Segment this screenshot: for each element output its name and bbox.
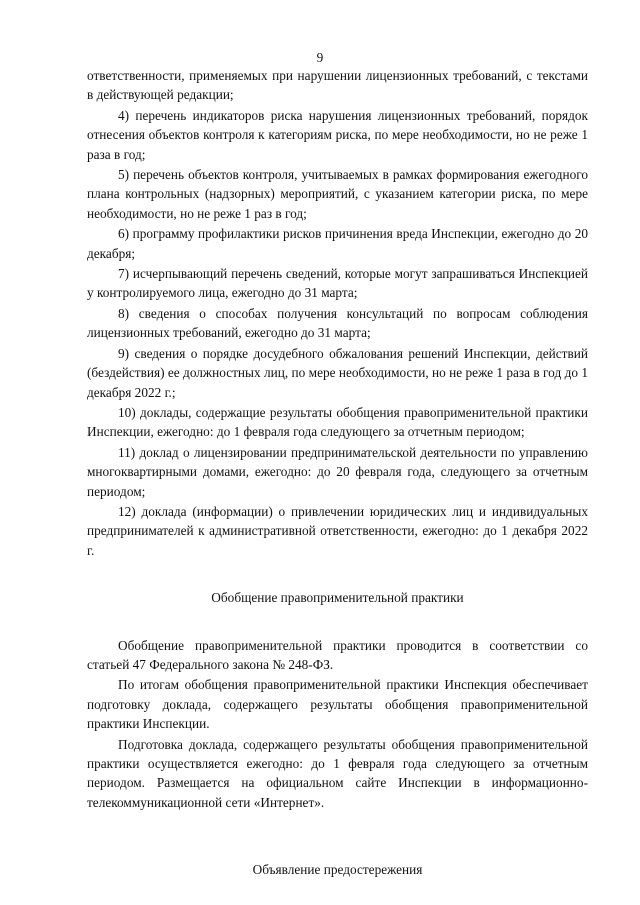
section-heading-generalization: Обобщение правоприменительной практики <box>211 590 464 606</box>
page-number: 9 <box>316 50 324 65</box>
section-paragraph-3: Подготовка доклада, содержащего результаты обобщения правоприменительной практики осуществляется ежегодно: до 1 февраля года следующего за отчетным периодом. Размещается на официальном сайте Инспекции в информационно-телекоммуникационной сети «Интернет». <box>87 736 588 810</box>
list-item-4: 4) перечень индикаторов риска нарушения лицензионных требований, порядок отнесения объектов контроля к категориям риска, по мере необходимости, но не реже 1 раза в год; <box>87 107 588 162</box>
paragraph-continuation: ответственности, применяемых при нарушении лицензионных требований, с текстами в действующей редакции; <box>87 68 588 103</box>
section-paragraph-1: Обобщение правоприменительной практики проводится в соответствии со статьей 47 Федерального закона № 248-ФЗ. <box>87 637 588 672</box>
list-item-6: 6) программу профилактики рисков причинения вреда Инспекции, ежегодно до 20 декабря; <box>87 226 588 261</box>
list-item-9: 9) сведения о порядке досудебного обжалования решений Инспекции, действий (бездействия) ее должностных лиц, по мере необходимости, но не реже 1 раза в год до 1 декабря 2022 г.; <box>87 345 588 400</box>
list-item-10: 10) доклады, содержащие результаты обобщения правоприменительной практики Инспекции, ежегодно: до 1 февраля года следующего за отчетным периодом; <box>87 404 588 440</box>
list-item-8: 8) сведения о способах получения консультаций по вопросам соблюдения лицензионных требований, ежегодно до 31 марта; <box>87 305 588 341</box>
section-heading-warning: Объявление предостережения <box>252 862 423 878</box>
list-item-11: 11) доклад о лицензировании предпринимательской деятельности по управлению многоквартирными домами, ежегодно: до 20 февраля года, следующего за отчетным периодом; <box>87 444 588 499</box>
list-item-7: 7) исчерпывающий перечень сведений, которые могут запрашиваться Инспекцией у контролируемого лица, ежегодно до 31 марта; <box>87 266 588 301</box>
list-item-5: 5) перечень объектов контроля, учитываемых в рамках формирования ежегодного плана контрольных (надзорных) мероприятий, с указанием категории риска, по мере необходимости, но не реже 1 раз в год; <box>87 167 588 221</box>
document-body <box>87 66 588 880</box>
list-item-12: 12) доклада (информации) о привлечении юридических лиц и индивидуальных предпринимателей к административной ответственности, ежегодно: до 1 декабря 2022 г. <box>87 503 588 558</box>
section-paragraph-2: По итогам обобщения правоприменительной практики Инспекция обеспечивает подготовку доклада, содержащего результаты обобщения правоприменительной практики Инспекции. <box>87 677 588 732</box>
